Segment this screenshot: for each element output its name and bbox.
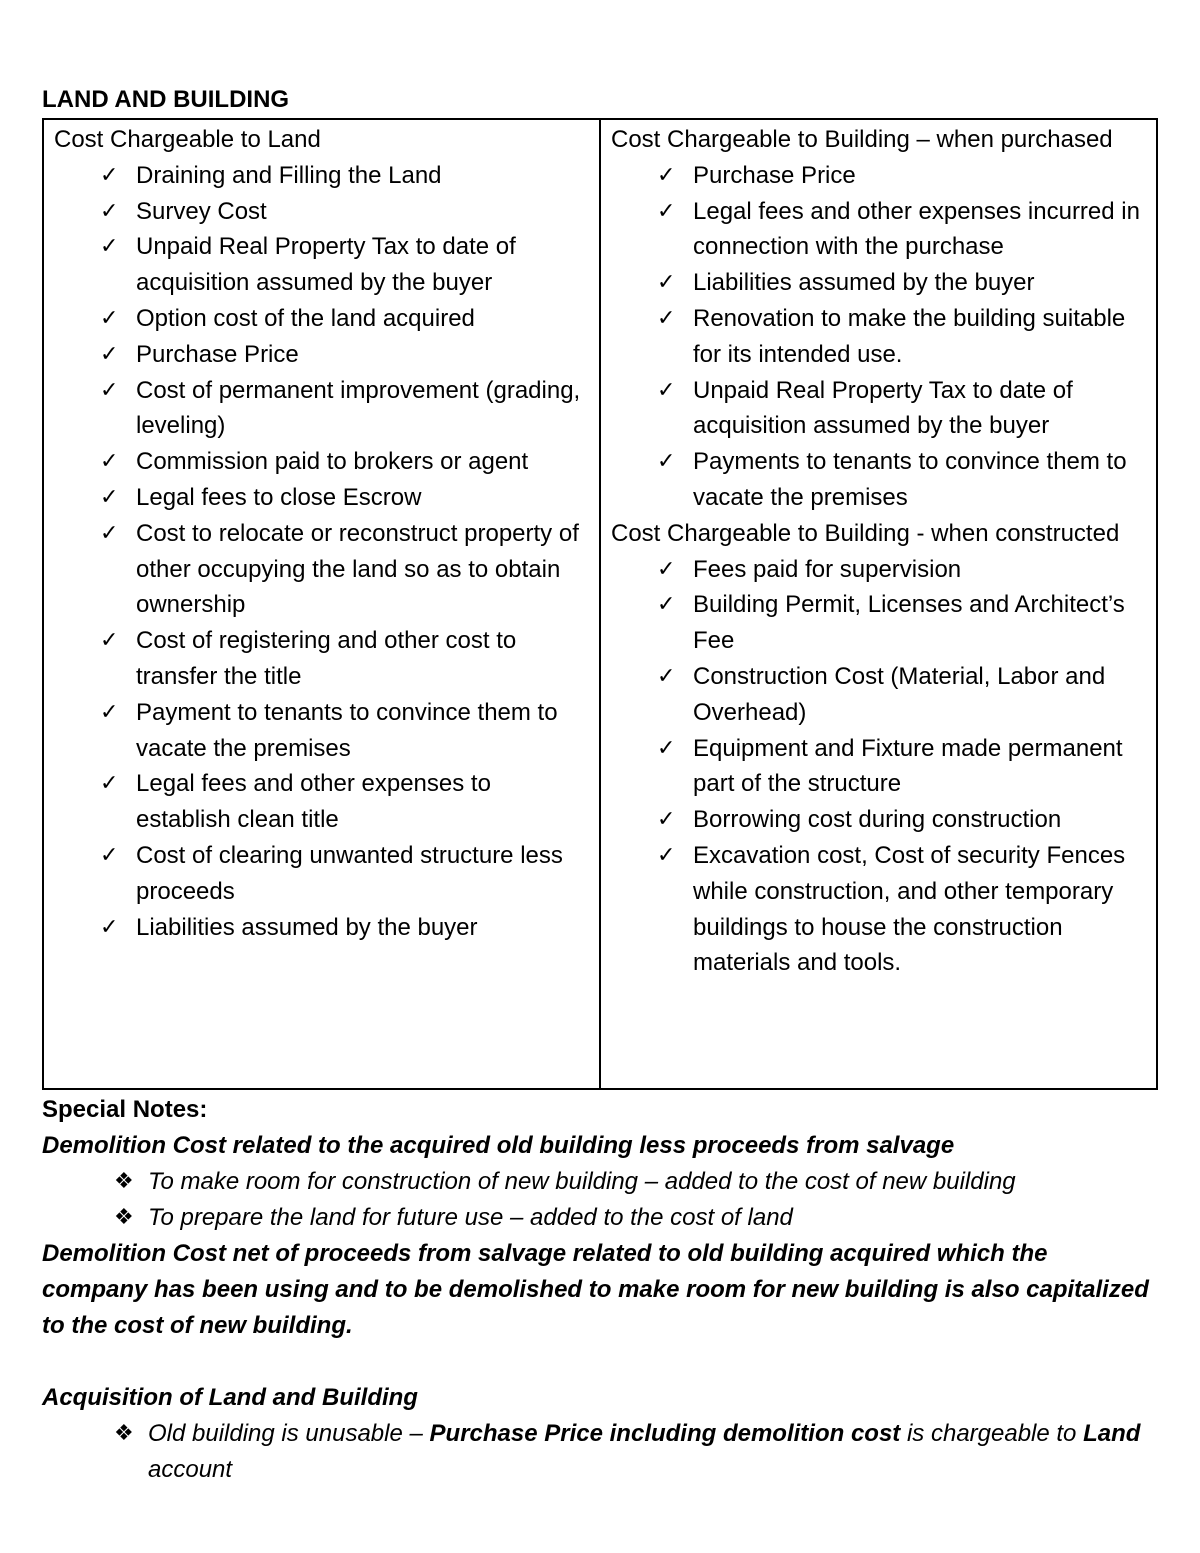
building-constructed-list — [611, 552, 1148, 982]
land-column — [44, 120, 601, 1088]
list-item-text: Legal fees and other expenses incurred in connection with the purchase — [693, 197, 1140, 261]
building-column — [601, 120, 1156, 1088]
list-item-text: Purchase Price — [136, 340, 299, 368]
list-item — [100, 766, 591, 838]
list-item — [657, 158, 1148, 194]
check-mark-icon: ✓ — [657, 377, 676, 403]
check-mark-icon: ✓ — [657, 556, 676, 582]
list-item-text: Renovation to make the building suitable for its intended use. — [693, 304, 1126, 368]
list-item — [100, 838, 591, 910]
four-diamond-bullet-icon: ❖ — [114, 1205, 134, 1230]
check-mark-icon: ✓ — [100, 771, 119, 797]
document-page — [42, 84, 1158, 1488]
acquisition-part2: Purchase Price including demolition cost — [429, 1420, 901, 1447]
spacer — [42, 1344, 1158, 1380]
list-item-text: Cost of registering and other cost to transfer the title — [136, 627, 517, 690]
cost-table — [42, 118, 1158, 1090]
list-item — [657, 444, 1148, 516]
demolition-cost-heading: Demolition Cost related to the acquired old building less proceeds from salvage — [42, 1132, 955, 1159]
check-mark-icon: ✓ — [657, 270, 676, 296]
list-item — [657, 265, 1148, 301]
list-item-text: Draining and Filling the Land — [136, 161, 442, 189]
check-mark-icon: ✓ — [100, 914, 119, 940]
check-mark-icon: ✓ — [100, 520, 119, 546]
special-notes-heading: Special Notes: — [42, 1096, 208, 1123]
acquisition-bullets — [42, 1416, 1158, 1488]
list-item-text: Building Permit, Licenses and Architect’s Fee — [693, 591, 1125, 655]
list-item — [657, 373, 1148, 445]
list-item — [657, 802, 1148, 838]
check-mark-icon: ✓ — [100, 628, 119, 654]
acquisition-heading: Acquisition of Land and Building — [42, 1384, 418, 1411]
page-title: LAND AND BUILDING — [42, 86, 290, 113]
acquisition-bullet — [114, 1416, 1158, 1488]
acquisition-part3: is chargeable to — [900, 1420, 1084, 1447]
check-mark-icon: ✓ — [100, 842, 119, 868]
list-item — [100, 910, 591, 946]
list-item — [100, 623, 591, 695]
list-item-text: Payments to tenants to convince them to vacate the premises — [693, 448, 1127, 511]
list-item — [100, 516, 591, 623]
check-mark-icon: ✓ — [657, 198, 676, 224]
four-diamond-bullet-icon: ❖ — [114, 1421, 134, 1446]
list-item-text: Liabilities assumed by the buyer — [693, 269, 1035, 297]
list-item — [100, 480, 591, 516]
list-item-text: Survey Cost — [136, 197, 267, 225]
list-item — [657, 587, 1148, 659]
list-item — [114, 1164, 1158, 1200]
list-item-text: To prepare the land for future use – added to the cost of land — [148, 1204, 793, 1231]
list-item — [100, 301, 591, 337]
list-item — [100, 337, 591, 373]
check-mark-icon: ✓ — [100, 198, 119, 224]
list-item-text: Cost of permanent improvement (grading, leveling) — [136, 376, 581, 440]
building-purchased-list — [611, 158, 1148, 516]
list-item-text: Borrowing cost during construction — [693, 806, 1062, 834]
acquisition-part1: Old building is unusable – — [148, 1420, 430, 1447]
list-item-text: To make room for construction of new building – added to the cost of new building — [148, 1168, 1016, 1195]
list-item-text: Cost to relocate or reconstruct property of other occupying the land so as to obtain ownership — [136, 519, 579, 619]
demolition-net-paragraph: Demolition Cost net of proceeds from salvage related to old building acquired which the company has been using and to be demolished to make room for new building is also capitalized to the cost of new building. — [42, 1240, 1149, 1339]
check-mark-icon: ✓ — [100, 449, 119, 475]
building-purchased-heading: Cost Chargeable to Building – when purchased — [611, 126, 1113, 153]
land-column-heading: Cost Chargeable to Land — [54, 126, 321, 153]
list-item — [657, 838, 1148, 981]
check-mark-icon: ✓ — [100, 484, 119, 510]
building-constructed-heading: Cost Chargeable to Building - when constructed — [611, 519, 1120, 547]
check-mark-icon: ✓ — [100, 341, 119, 367]
special-notes-section — [42, 1092, 1158, 1488]
acquisition-part5: account — [148, 1456, 233, 1483]
list-item-text: Equipment and Fixture made permanent part of the structure — [693, 734, 1123, 798]
list-item-text: Unpaid Real Property Tax to date of acquisition assumed by the buyer — [693, 376, 1073, 440]
check-mark-icon: ✓ — [657, 735, 676, 761]
list-item-text: Unpaid Real Property Tax to date of acquisition assumed by the buyer — [136, 233, 516, 297]
land-cost-list — [54, 158, 591, 946]
list-item-text: Legal fees and other expenses to establish clean title — [136, 770, 491, 834]
list-item-text: Excavation cost, Cost of security Fences while construction, and other temporary buildings to house the construction materials and tools. — [693, 841, 1126, 977]
list-item-text: Cost of clearing unwanted structure less proceeds — [136, 841, 563, 905]
list-item — [657, 659, 1148, 731]
check-mark-icon: ✓ — [657, 663, 676, 689]
check-mark-icon: ✓ — [657, 162, 676, 188]
list-item-text: Fees paid for supervision — [693, 555, 962, 583]
check-mark-icon: ✓ — [657, 592, 676, 618]
check-mark-icon: ✓ — [100, 699, 119, 725]
list-item — [114, 1200, 1158, 1236]
check-mark-icon: ✓ — [657, 305, 676, 331]
check-mark-icon: ✓ — [100, 162, 119, 188]
list-item — [100, 695, 591, 767]
list-item-text: Construction Cost (Material, Labor and Overhead) — [693, 662, 1106, 726]
check-mark-icon: ✓ — [657, 842, 676, 868]
list-item — [100, 229, 591, 301]
demolition-bullets — [42, 1164, 1158, 1236]
list-item-text: Legal fees to close Escrow — [136, 483, 422, 511]
list-item-text: Liabilities assumed by the buyer — [136, 913, 478, 941]
list-item-text: Payment to tenants to convince them to vacate the premises — [136, 698, 558, 762]
list-item — [100, 194, 591, 230]
list-item-text: Commission paid to brokers or agent — [136, 448, 529, 476]
check-mark-icon: ✓ — [657, 449, 676, 475]
check-mark-icon: ✓ — [100, 234, 119, 260]
list-item — [657, 194, 1148, 266]
list-item-text: Option cost of the land acquired — [136, 304, 475, 332]
list-item — [100, 444, 591, 480]
list-item-text: Purchase Price — [693, 161, 856, 189]
check-mark-icon: ✓ — [100, 305, 119, 331]
list-item — [100, 373, 591, 445]
check-mark-icon: ✓ — [657, 807, 676, 833]
list-item — [657, 552, 1148, 588]
list-item — [100, 158, 591, 194]
four-diamond-bullet-icon: ❖ — [114, 1169, 134, 1194]
check-mark-icon: ✓ — [100, 377, 119, 403]
list-item — [657, 731, 1148, 803]
acquisition-part4: Land — [1083, 1420, 1141, 1447]
list-item — [657, 301, 1148, 373]
